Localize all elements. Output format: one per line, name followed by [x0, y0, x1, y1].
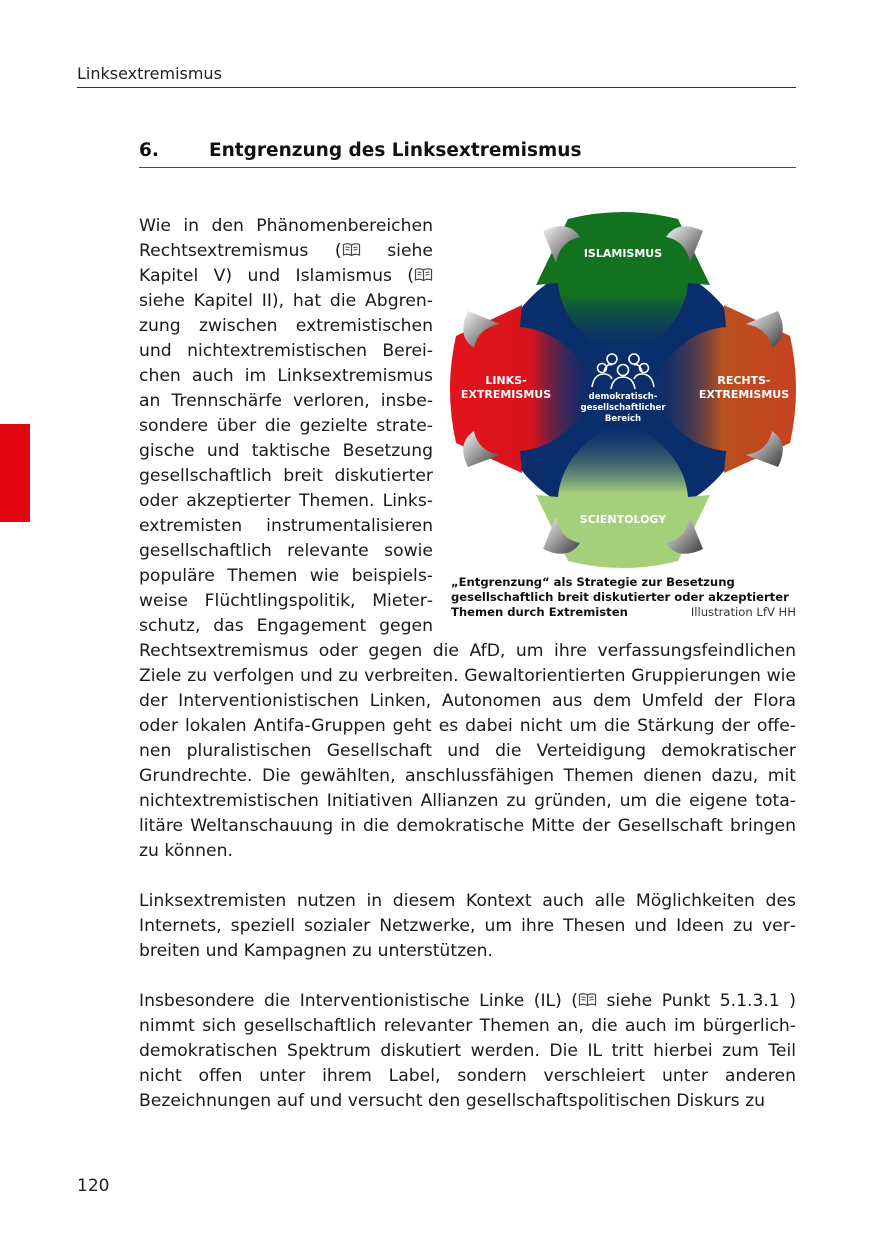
book-reference-icon	[578, 992, 597, 1007]
label-rechts-line1: RECHTS-	[717, 374, 771, 387]
caption-credit: Illustration LfV HH	[690, 605, 796, 619]
section-heading	[139, 140, 796, 168]
running-head: Linksextremismus	[77, 64, 796, 88]
page-number: 120	[77, 1176, 110, 1196]
label-scientology: SCIENTOLOGY	[579, 513, 667, 526]
section-title: Entgrenzung des Linksextremismus	[209, 140, 582, 161]
label-rechts-line2: EXTREMISMUS	[698, 388, 790, 401]
section-number: 6.	[139, 140, 159, 161]
label-links-line2: EXTREMISMUS	[460, 388, 552, 401]
chapter-tab-marker	[0, 424, 30, 522]
caption-text: „Entgrenzung“ als Strategie zur Besetzung gesellschaftlich breit diskutierter oder akzeptierter Themen durch Extremisten	[451, 575, 789, 619]
label-links-line1: LINKS-	[485, 374, 527, 387]
label-islamismus: ISLAMISMUS	[583, 247, 663, 260]
figure-caption	[451, 575, 796, 620]
center-label-line2: gesellschaftlicher	[580, 403, 666, 413]
body-paragraph-3: Insbesondere die Interventionistische Linke (IL) ( siehe Punkt 5.1.3.1 ) nimmt sich gesellschaftlich relevanter Themen an, die auch im bürgerlich-demokratischen Spektrum diskutiert werden. Die IL tritt hierbei zum Teil nicht offen unter ihrem Label, sondern verschleiert unter anderen Bezeichnungen auf und versucht den gesellschaftspolitischen Diskurs zu	[139, 991, 796, 1111]
entgrenzung-diagram	[448, 211, 798, 573]
center-label-line1: demokratisch-	[588, 392, 658, 402]
book-reference-icon	[342, 242, 361, 257]
book-reference-icon	[414, 267, 433, 282]
center-label-line3: Bereich	[604, 414, 642, 424]
diagram-graphic	[448, 211, 798, 573]
body-paragraph-2: Linksextremisten nutzen in diesem Kontext auch alle Möglichkeiten des Internets, speziell sozialer Netzwerke, um ihre Thesen und Ideen zu verbreiten und Kampagnen zu unterstützen.	[139, 891, 796, 961]
body-paragraph-1: Wie in den Phänomenbereichen Rechtsextremismus ( siehe Kapitel V) und Islamismus ( siehe Kapitel II), hat die Abgrenzung zwischen extremistischen und nichtextremistischen Bereichen auch im Linksextremismus an Trennschärfe verloren, insbesondere über die gezielte strategische und taktische Besetzung gesellschaftlich breit diskutierter oder akzeptierter Themen. Linksextremisten instrumentalisieren gesellschaftlich relevante sowie populäre Themen wie beispielsweise Flüchtlingspolitik, Mieterschutz, das Engagement gegen Rechtsextremismus oder gegen die AfD, um ihre verfassungsfeindlichen Ziele zu verfolgen und zu verbreiten. Gewaltorientierten Gruppierungen wie der Interventionistischen Linken, Autonomen aus dem Umfeld der Flora oder lokalen Antifa-Gruppen geht es dabei nicht um die Stärkung der offenen pluralistischen Gesellschaft und die Verteidigung demokratischer Grundrechte. Die gewählten, anschlussfähigen Themen dienen dazu, mit nichtextremistischen Initiativen Allianzen zu gründen, um die eigene totalitäre Weltanschauung in die demokratische Mitte der Gesellschaft bringen zu können.	[139, 216, 796, 861]
